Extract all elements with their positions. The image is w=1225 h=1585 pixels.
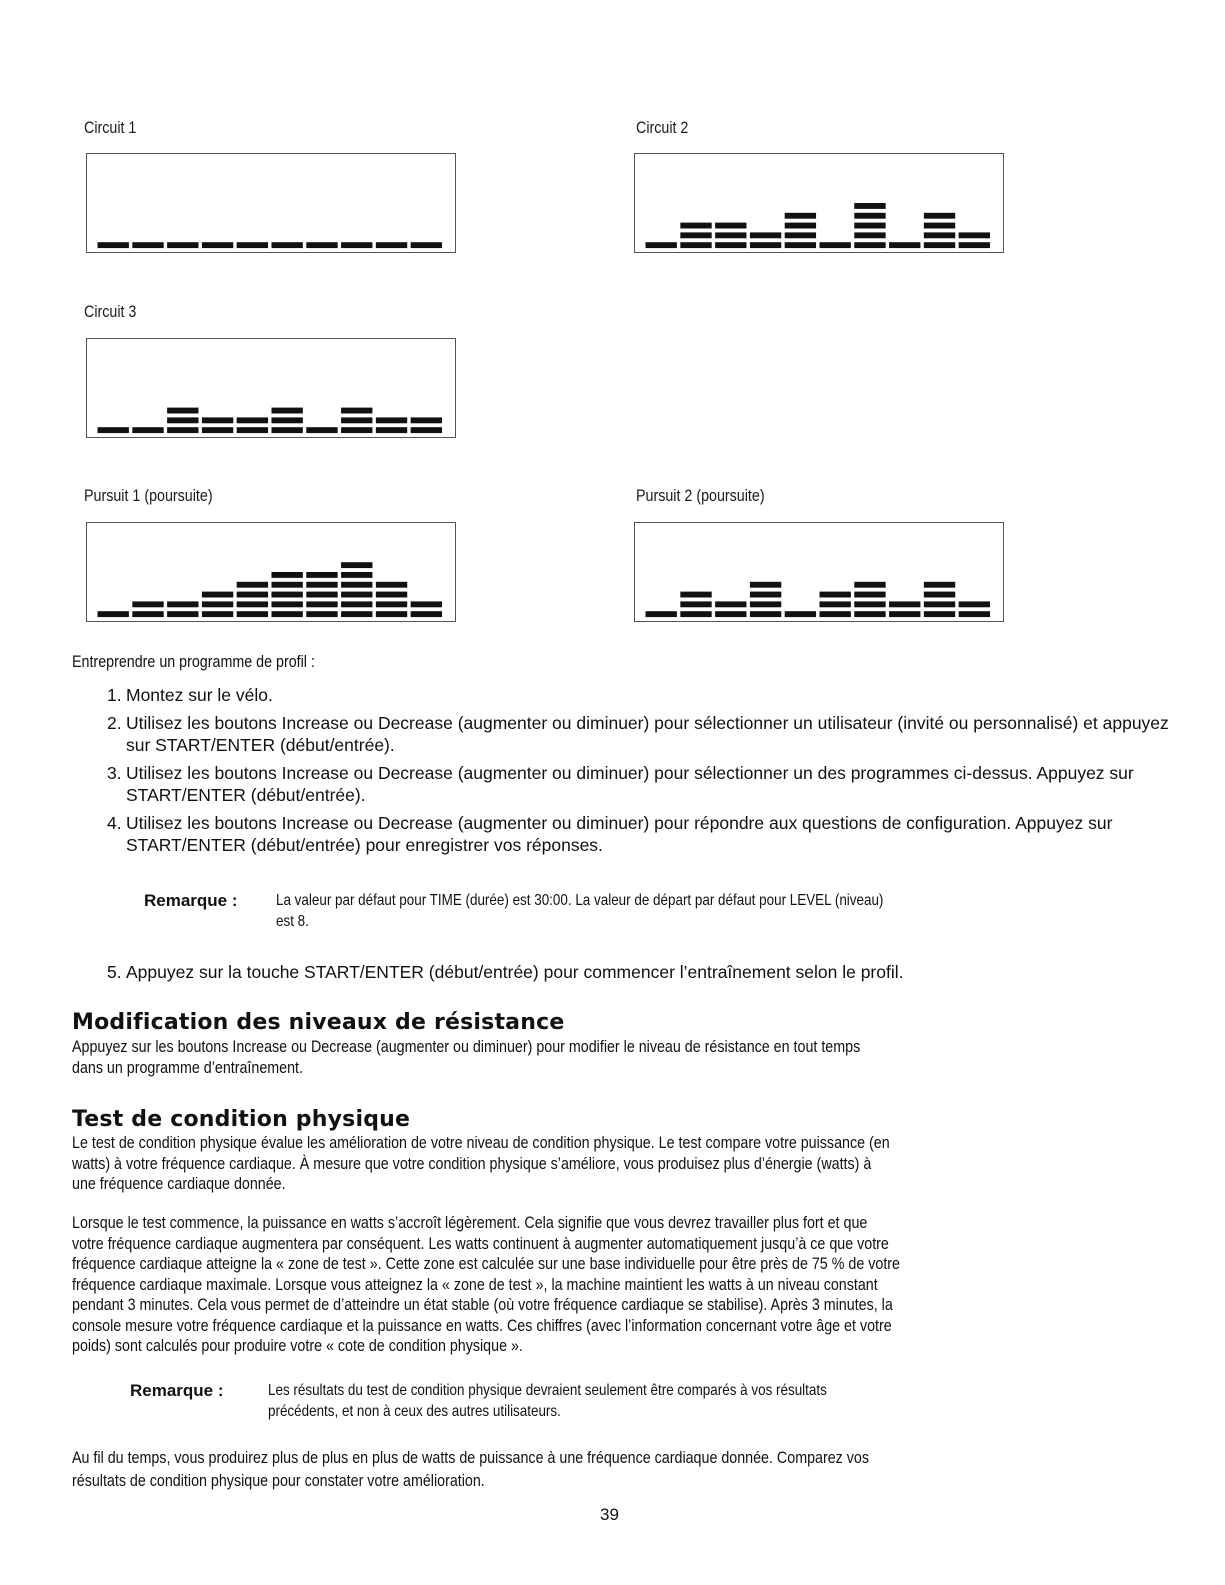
profile-segment	[715, 223, 746, 229]
profile-segment	[132, 427, 163, 433]
profile-segment	[411, 427, 442, 433]
profile-bars-circuit-1	[87, 154, 455, 252]
profile-segment	[271, 592, 302, 598]
profile-segment	[271, 582, 302, 588]
profile-segment	[376, 601, 407, 607]
profile-segment	[750, 242, 781, 248]
program-title-circuit-1: Circuit 1	[84, 118, 137, 137]
profile-segment	[341, 582, 372, 588]
profile-segment	[750, 232, 781, 238]
profile-segment	[341, 572, 372, 578]
fitness-test-paragraph-3: Au fil du temps, vous produirez plus de plus en plus de watts de puissance à une fréquence cardiaque donnée. Comparez vos résultats de condition physique pour constater votre amélioration.	[72, 1448, 870, 1490]
profile-bars-circuit-2	[635, 154, 1003, 252]
profile-segment	[202, 417, 233, 423]
profile-segment	[237, 242, 268, 248]
profile-segment	[271, 427, 302, 433]
profile-segment	[680, 611, 711, 617]
profile-segment	[854, 611, 885, 617]
profile-segment	[785, 611, 816, 617]
profile-segment	[306, 572, 337, 578]
profile-segment	[715, 242, 746, 248]
profile-segment	[785, 232, 816, 238]
program-title-circuit-3: Circuit 3	[84, 302, 137, 321]
profile-segment	[237, 601, 268, 607]
profile-segment	[132, 242, 163, 248]
profile-segment	[680, 601, 711, 607]
profile-segment	[680, 592, 711, 598]
profile-bars-pursuit-2	[635, 523, 1003, 621]
heading-fitness-test: Test de condition physique	[72, 1107, 411, 1132]
profile-segment	[237, 427, 268, 433]
profile-segment	[202, 242, 233, 248]
profile-segment	[376, 417, 407, 423]
profile-segment	[376, 427, 407, 433]
profile-segment	[98, 427, 129, 433]
profile-segment	[271, 611, 302, 617]
heading-resistance-levels: Modification des niveaux de résistance	[72, 1010, 565, 1035]
resistance-levels-paragraph: Appuyez sur les boutons Increase ou Decrease (augmenter ou diminuer) pour modifier le niveau de résistance en tout temps dans un programme d’entraînement.	[72, 1037, 861, 1077]
profile-segment	[306, 601, 337, 607]
profile-segment	[341, 601, 372, 607]
profile-segment	[306, 582, 337, 588]
profile-segment	[271, 601, 302, 607]
profile-segment	[376, 611, 407, 617]
profile-segment	[646, 611, 677, 617]
program-title-circuit-2: Circuit 2	[636, 118, 689, 137]
profile-segment	[819, 242, 850, 248]
profile-segment	[785, 242, 816, 248]
profile-segment	[167, 427, 198, 433]
profile-segment	[132, 611, 163, 617]
profile-segment	[924, 232, 955, 238]
profile-segment	[167, 601, 198, 607]
profile-segment	[715, 232, 746, 238]
profile-segment	[854, 242, 885, 248]
profile-segment	[785, 213, 816, 219]
profile-segment	[819, 611, 850, 617]
profile-program-intro: Entreprendre un programme de profil :	[72, 652, 315, 671]
profile-segment	[854, 223, 885, 229]
profile-segment	[819, 592, 850, 598]
profile-segment	[959, 232, 990, 238]
profile-segment	[202, 601, 233, 607]
profile-segment	[376, 242, 407, 248]
profile-segment	[132, 601, 163, 607]
profile-chart-pursuit-1	[86, 522, 456, 622]
page-number: 39	[600, 1505, 619, 1524]
profile-segment	[750, 611, 781, 617]
profile-segment	[376, 592, 407, 598]
profile-segment	[924, 582, 955, 588]
profile-segment	[854, 601, 885, 607]
profile-segment	[959, 242, 990, 248]
remark-label: Remarque :	[130, 1381, 224, 1400]
profile-segment	[889, 611, 920, 617]
profile-segment	[306, 427, 337, 433]
profile-chart-circuit-2	[634, 153, 1004, 253]
remark-label: Remarque :	[144, 891, 238, 910]
step-item: 2. Utilisez les boutons Increase ou Decrease (augmenter ou diminuer) pour sélectionner un utilisateur (invité ou personnalisé) et appuyez sur START/ENTER (début/entrée).	[107, 713, 1169, 755]
profile-segment	[924, 601, 955, 607]
profile-segment	[924, 611, 955, 617]
profile-segment	[411, 601, 442, 607]
profile-segment	[237, 582, 268, 588]
profile-segment	[924, 223, 955, 229]
profile-segment	[341, 408, 372, 414]
profile-segment	[959, 611, 990, 617]
instruction-step-5	[107, 961, 1187, 989]
profile-segment	[341, 417, 372, 423]
profile-segment	[889, 601, 920, 607]
fitness-test-paragraph-2: Lorsque le test commence, la puissance en watts s’accroît légèrement. Cela signifie que vous devrez travailler plus fort et que votre fréquence cardiaque augmentera par conséquent. Les watts continuent à augmenter automatiquement jusqu’à ce que votre fréquence cardiaque atteigne la « zone de test ». Cette zone est calculée sur une base individuelle pour être près de 75 % de votre fréquence cardiaque maximale. Lorsque vous atteignez la « zone de test », la machine maintient les watts à un niveau constant pendant 3 minutes. Cela vous permet de d’atteindre un état stable (où votre fréquence cardiaque se stabilise). Après 3 minutes, la console mesure votre fréquence cardiaque et la puissance en watts. Ces chiffres (avec l’information concernant votre âge et votre poids) sont calculés pour produire votre « cote de condition physique ».	[72, 1213, 900, 1355]
profile-segment	[750, 601, 781, 607]
profile-segment	[306, 242, 337, 248]
profile-segment	[924, 242, 955, 248]
profile-segment	[341, 592, 372, 598]
profile-segment	[306, 611, 337, 617]
remark-text: Les résultats du test de condition physique devraient seulement être comparés à vos résultats précédents, et non à ceux des autres utilisateurs.	[268, 1382, 827, 1420]
profile-segment	[376, 582, 407, 588]
profile-segment	[785, 223, 816, 229]
step-item: 3. Utilisez les boutons Increase ou Decrease (augmenter ou diminuer) pour sélectionner un des programmes ci-dessus. Appuyez sur START/ENTER (début/entrée).	[107, 763, 1134, 805]
fitness-test-paragraph-1: Le test de condition physique évalue les amélioration de votre niveau de condition physique. Le test compare votre puissance (en watts) à votre fréquence cardiaque. À mesure que votre condition physique s’améliore, vous produisez plus d’énergie (watts) à une fréquence cardiaque donnée.	[72, 1133, 890, 1193]
profile-segment	[237, 592, 268, 598]
profile-segment	[819, 601, 850, 607]
profile-segment	[680, 242, 711, 248]
profile-segment	[750, 582, 781, 588]
instruction-steps	[107, 684, 1187, 862]
profile-segment	[341, 611, 372, 617]
step-item: 4. Utilisez les boutons Increase ou Decrease (augmenter ou diminuer) pour répondre aux questions de configuration. Appuyez sur START/ENTER (début/entrée) pour enregistrer vos réponses.	[107, 813, 1113, 855]
program-title-pursuit-2: Pursuit 2 (poursuite)	[636, 486, 765, 505]
profile-segment	[924, 592, 955, 598]
profile-segment	[167, 242, 198, 248]
profile-segment	[854, 582, 885, 588]
profile-segment	[167, 611, 198, 617]
profile-segment	[98, 611, 129, 617]
profile-segment	[680, 223, 711, 229]
profile-bars-circuit-3	[87, 339, 455, 437]
profile-segment	[854, 592, 885, 598]
profile-segment	[680, 232, 711, 238]
profile-segment	[202, 427, 233, 433]
profile-segment	[854, 203, 885, 209]
profile-segment	[341, 427, 372, 433]
profile-segment	[271, 242, 302, 248]
profile-chart-circuit-3	[86, 338, 456, 438]
step-item: 1. Montez sur le vélo.	[107, 685, 273, 705]
profile-bars-pursuit-1	[87, 523, 455, 621]
profile-segment	[411, 611, 442, 617]
profile-segment	[646, 242, 677, 248]
profile-segment	[271, 417, 302, 423]
profile-segment	[306, 592, 337, 598]
profile-segment	[98, 242, 129, 248]
profile-chart-pursuit-2	[634, 522, 1004, 622]
profile-segment	[341, 562, 372, 568]
profile-segment	[715, 601, 746, 607]
profile-segment	[167, 408, 198, 414]
profile-segment	[889, 242, 920, 248]
profile-segment	[237, 611, 268, 617]
profile-segment	[959, 601, 990, 607]
profile-segment	[202, 592, 233, 598]
profile-segment	[271, 572, 302, 578]
profile-segment	[202, 611, 233, 617]
profile-segment	[750, 592, 781, 598]
profile-segment	[715, 611, 746, 617]
profile-segment	[167, 417, 198, 423]
program-title-pursuit-1: Pursuit 1 (poursuite)	[84, 486, 213, 505]
step-item: 5. Appuyez sur la touche START/ENTER (début/entrée) pour commencer l’entraînement selon le profil.	[107, 962, 904, 982]
remark-text: La valeur par défaut pour TIME (durée) est 30:00. La valeur de départ par défaut pour LEVEL (niveau) est 8.	[276, 892, 884, 930]
profile-segment	[411, 242, 442, 248]
profile-segment	[854, 232, 885, 238]
profile-segment	[411, 417, 442, 423]
profile-segment	[924, 213, 955, 219]
profile-chart-circuit-1	[86, 153, 456, 253]
profile-segment	[271, 408, 302, 414]
profile-segment	[237, 417, 268, 423]
profile-segment	[854, 213, 885, 219]
profile-segment	[341, 242, 372, 248]
